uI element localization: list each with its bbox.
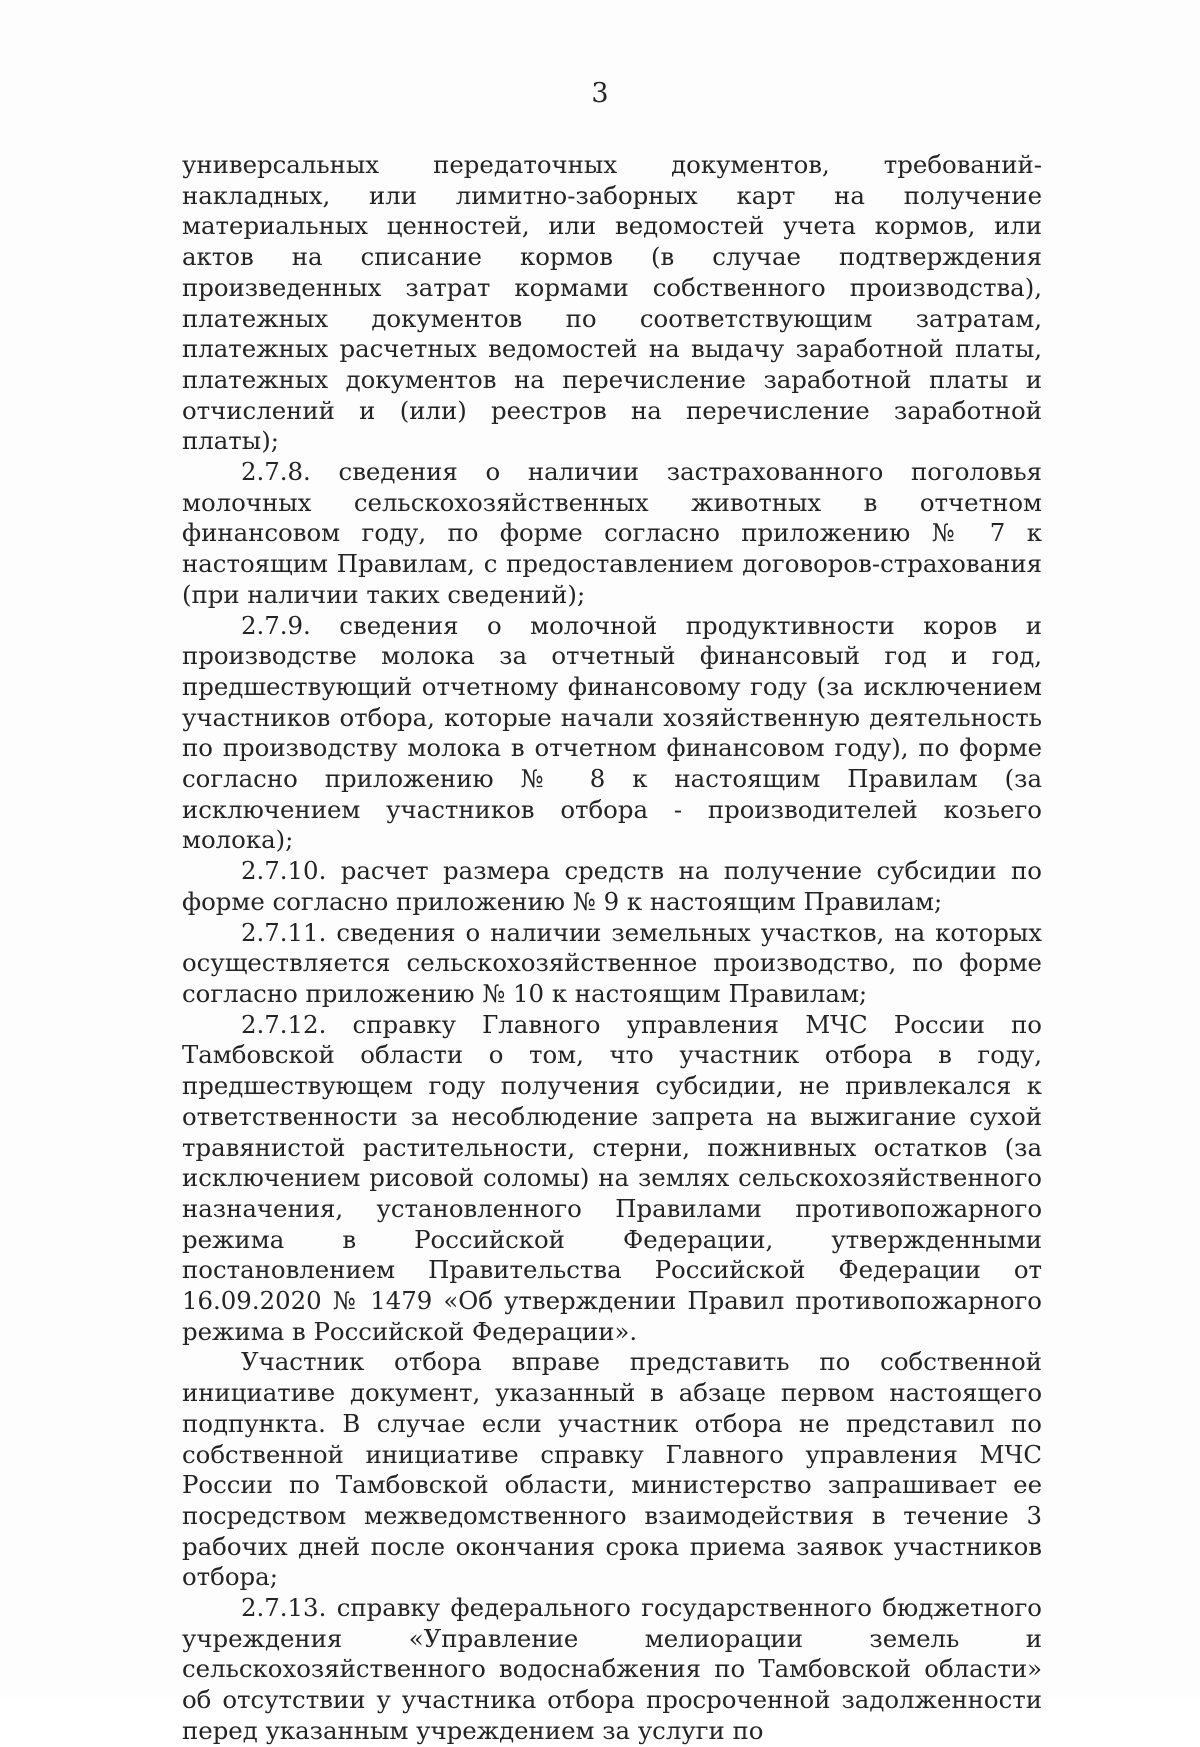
paragraph-2-7-9: 2.7.9. сведения о молочной продуктивности коров и производстве молока за отчетный финансовый год и год, предшествующий отчетному финансовому году (за исключением участников отбора, которые начали хозяйственную деятельность по производству молока в отчетном финансовом году), по форме согласно приложению № 8 к настоящим Правилам (за исключением участников отбора - производителей козьего молока);: [182, 610, 1042, 855]
paragraph-2-7-13: 2.7.13. справку федерального государственного бюджетного учреждения «Управление мелиорации земель и сельскохозяйственного водоснабжения по Тамбовской области» об отсутствии у участника отбора просроченной задолженности перед указанным учреждением за услуги по: [182, 1593, 1042, 1745]
paragraph-2-7-8: 2.7.8. сведения о наличии застрахованного поголовья молочных сельскохозяйственных животных в отчетном финансовом году, по форме согласно приложению № 7 к настоящим Правилам, с предоставлением договоров-страхования (при наличии таких сведений);: [182, 457, 1042, 609]
paragraph-2-7-11: 2.7.11. сведения о наличии земельных участков, на которых осуществляется сельскохозяйственное производство, по форме согласно приложению № 10 к настоящим Правилам;: [182, 917, 1042, 1008]
page-number: 3: [591, 78, 609, 109]
paragraph-continuation: универсальных передаточных документов, требований-накладных, или лимитно-заборных карт на получение материальных ценностей, или ведомостей учета кормов, или актов на списание кормов (в случае подтверждения произведенных затрат кормами собственного производства), платежных документов по соответствующим затратам, платежных расчетных ведомостей на выдачу заработной платы, платежных документов на перечисление заработной платы и отчислений и (или) реестров на перечисление заработной платы);: [182, 150, 1042, 456]
paragraph-2-7-12: 2.7.12. справку Главного управления МЧС России по Тамбовской области о том, что участник отбора в году, предшествующем году получения субсидии, не привлекался к ответственности за несоблюдение запрета на выжигание сухой травянистой растительности, стерни, пожнивных остатков (за исключением рисовой соломы) на землях сельскохозяйственного назначения, установленного Правилами противопожарного режима в Российской Федерации, утвержденными постановлением Правительства Российской Федерации от 16.09.2020 № 1479 «Об утверждении Правил противопожарного режима в Российской Федерации».: [182, 1009, 1042, 1346]
document-body: [182, 150, 1042, 1747]
paragraph-2-7-10: 2.7.10. расчет размера средств на получение субсидии по форме согласно приложению № 9 к настоящим Правилам;: [182, 856, 1042, 916]
paragraph-participant-right: Участник отбора вправе представить по собственной инициативе документ, указанный в абзаце первом настоящего подпункта. В случае если участник отбора не представил по собственной инициативе справку Главного управления МЧС России по Тамбовской области, министерство запрашивает ее посредством межведомственного взаимодействия в течение 3 рабочих дней после окончания срока приема заявок участников отбора;: [182, 1347, 1042, 1592]
